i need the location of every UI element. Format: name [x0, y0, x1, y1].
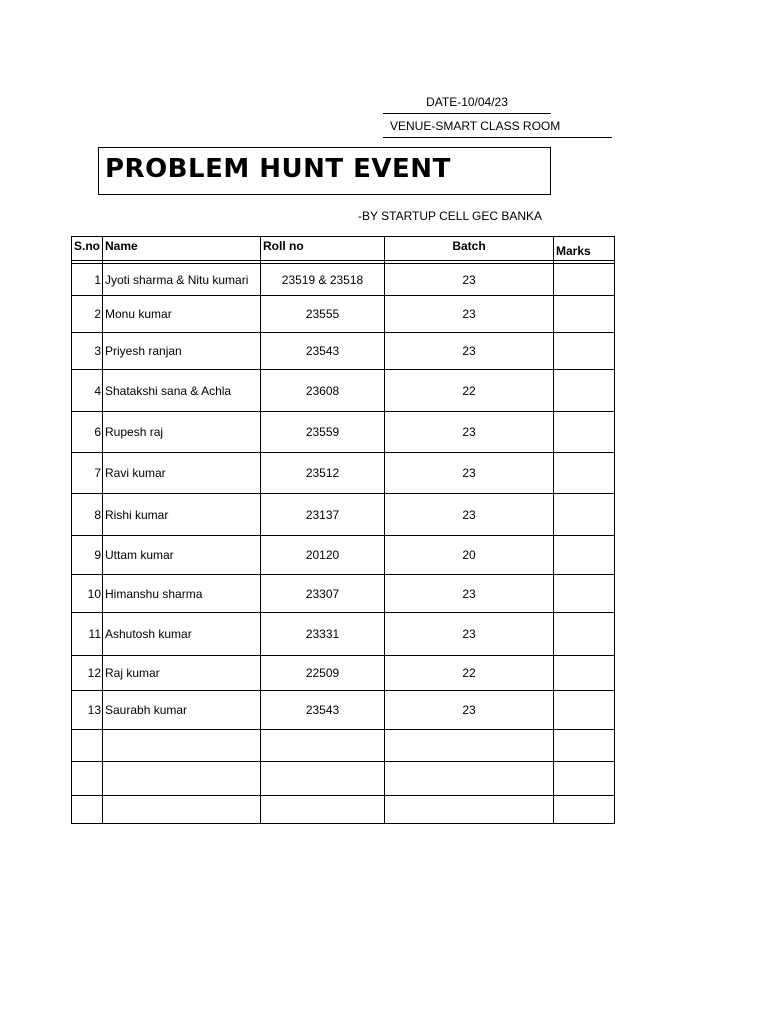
cell-sno: 13 — [72, 691, 103, 730]
cell-marks — [554, 296, 615, 333]
cell-roll-no: 23307 — [261, 575, 385, 613]
cell-marks — [554, 730, 615, 762]
cell-roll-no: 23543 — [261, 691, 385, 730]
title-box — [98, 147, 551, 195]
cell-name: Raj kumar — [103, 656, 261, 691]
cell-sno: 4 — [72, 370, 103, 412]
table-row — [72, 575, 615, 613]
cell-roll-no: 23559 — [261, 412, 385, 453]
event-venue — [383, 117, 612, 138]
table-row — [72, 453, 615, 494]
cell-marks — [554, 333, 615, 370]
column-header-sno: S.no — [72, 237, 103, 261]
cell-sno: 6 — [72, 412, 103, 453]
cell-batch: 23 — [385, 691, 554, 730]
cell-batch: 23 — [385, 296, 554, 333]
column-header-roll: Roll no — [261, 237, 385, 261]
cell-roll-no — [261, 762, 385, 796]
participants-table — [71, 236, 615, 824]
cell-name: Ashutosh kumar — [103, 613, 261, 656]
cell-sno: 7 — [72, 453, 103, 494]
table-row — [72, 536, 615, 575]
cell-marks — [554, 412, 615, 453]
cell-sno: 8 — [72, 494, 103, 536]
cell-name: Shatakshi sana & Achla — [103, 370, 261, 412]
cell-name: Himanshu sharma — [103, 575, 261, 613]
cell-batch: 23 — [385, 613, 554, 656]
cell-marks — [554, 370, 615, 412]
cell-batch: 23 — [385, 333, 554, 370]
cell-batch: 22 — [385, 370, 554, 412]
cell-batch: 23 — [385, 494, 554, 536]
cell-marks — [554, 264, 615, 296]
page-title: PROBLEM HUNT EVENT — [105, 154, 451, 184]
cell-sno: 12 — [72, 656, 103, 691]
cell-roll-no: 23512 — [261, 453, 385, 494]
cell-sno — [72, 796, 103, 824]
organizer-byline: -BY STARTUP CELL GEC BANKA — [358, 209, 543, 223]
column-header-name: Name — [103, 237, 261, 261]
table-header-row — [72, 237, 615, 261]
cell-sno — [72, 730, 103, 762]
cell-sno: 3 — [72, 333, 103, 370]
cell-marks — [554, 796, 615, 824]
cell-batch — [385, 762, 554, 796]
cell-roll-no: 23608 — [261, 370, 385, 412]
cell-roll-no: 23519 & 23518 — [261, 264, 385, 296]
table-row — [72, 264, 615, 296]
cell-sno: 10 — [72, 575, 103, 613]
cell-marks — [554, 494, 615, 536]
cell-marks — [554, 575, 615, 613]
cell-name: Saurabh kumar — [103, 691, 261, 730]
event-date: DATE-10/04/23 — [383, 93, 551, 114]
cell-roll-no: 23555 — [261, 296, 385, 333]
table-row — [72, 494, 615, 536]
cell-batch: 23 — [385, 575, 554, 613]
cell-name: Priyesh ranjan — [103, 333, 261, 370]
cell-name: Rupesh raj — [103, 412, 261, 453]
cell-sno: 2 — [72, 296, 103, 333]
table-row — [72, 656, 615, 691]
column-header-marks: Marks — [554, 237, 615, 261]
cell-batch: 20 — [385, 536, 554, 575]
table-row — [72, 613, 615, 656]
cell-marks — [554, 691, 615, 730]
column-header-batch: Batch — [385, 237, 554, 261]
cell-batch — [385, 796, 554, 824]
cell-marks — [554, 453, 615, 494]
cell-name: Jyoti sharma & Nitu kumari — [103, 264, 261, 296]
table-body — [72, 261, 615, 824]
cell-marks — [554, 656, 615, 691]
cell-sno: 1 — [72, 264, 103, 296]
cell-name: Monu kumar — [103, 296, 261, 333]
cell-roll-no — [261, 796, 385, 824]
event-venue-text: VENUE-SMART CLASS ROOM — [390, 119, 561, 133]
cell-roll-no: 23543 — [261, 333, 385, 370]
table-row — [72, 762, 615, 796]
cell-name — [103, 796, 261, 824]
cell-roll-no — [261, 730, 385, 762]
cell-roll-no: 22509 — [261, 656, 385, 691]
cell-sno — [72, 762, 103, 796]
table-row — [72, 691, 615, 730]
cell-name — [103, 762, 261, 796]
cell-batch: 23 — [385, 453, 554, 494]
cell-roll-no: 23137 — [261, 494, 385, 536]
cell-name: Ravi kumar — [103, 453, 261, 494]
table-row — [72, 296, 615, 333]
cell-marks — [554, 613, 615, 656]
cell-name — [103, 730, 261, 762]
cell-sno: 9 — [72, 536, 103, 575]
cell-batch — [385, 730, 554, 762]
cell-roll-no: 23331 — [261, 613, 385, 656]
cell-roll-no: 20120 — [261, 536, 385, 575]
cell-name: Uttam kumar — [103, 536, 261, 575]
cell-marks — [554, 536, 615, 575]
table-row — [72, 796, 615, 824]
cell-marks — [554, 762, 615, 796]
cell-batch: 22 — [385, 656, 554, 691]
table-row — [72, 412, 615, 453]
table-row — [72, 333, 615, 370]
cell-batch: 23 — [385, 412, 554, 453]
table-row — [72, 370, 615, 412]
cell-sno: 11 — [72, 613, 103, 656]
table-row — [72, 730, 615, 762]
cell-name: Rishi kumar — [103, 494, 261, 536]
cell-batch: 23 — [385, 264, 554, 296]
